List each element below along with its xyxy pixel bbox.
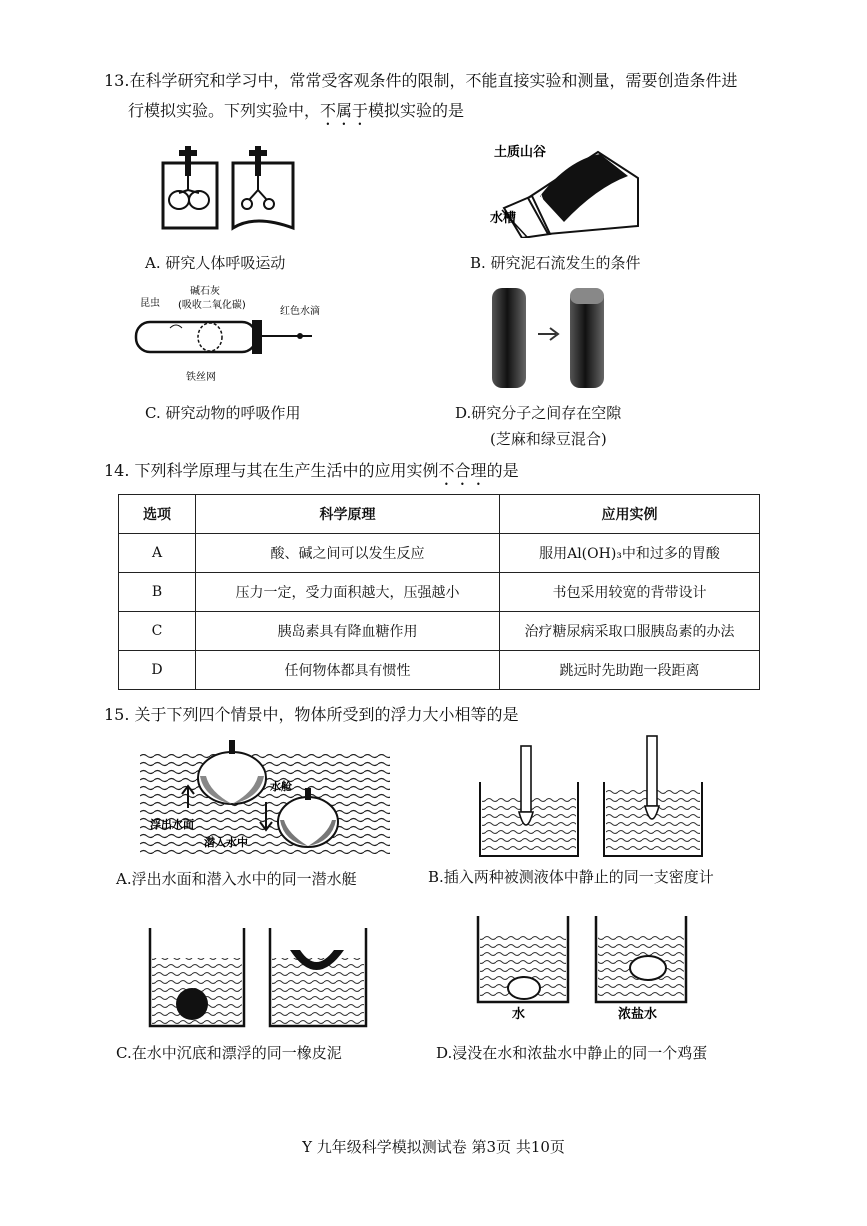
table-cell: A: [119, 534, 196, 573]
table-cell: 服用Al(OH)₃中和过多的胃酸: [500, 534, 760, 573]
q15-fig-submarine: [140, 736, 390, 856]
q13-fig-respiration-tube: [130, 284, 330, 384]
table-cell: 跳远时先助跑一段距离: [500, 651, 760, 690]
table-row: [119, 651, 760, 690]
q13-stem-line1: 13.在科学研究和学习中，常常受客观条件的限制，不能直接实验和测量，需要创造条件进: [104, 71, 738, 90]
q13-option-d: D.研究分子之间存在空隙: [455, 404, 622, 422]
q15-option-a: A.浮出水面和潜入水中的同一潜水艇: [116, 870, 357, 888]
table-header-principle: 科学原理: [196, 495, 500, 534]
q15-fig-d-label-water: 水: [512, 1007, 526, 1020]
q13-option-b: B. 研究泥石流发生的条件: [470, 254, 641, 272]
q13-option-a: A. 研究人体呼吸运动: [145, 254, 286, 272]
q15-option-c: C.在水中沉底和漂浮的同一橡皮泥: [116, 1044, 342, 1062]
q15-fig-egg: [472, 910, 712, 1020]
q15-fig-hydrometer: [474, 732, 714, 862]
table-header-example: 应用实例: [500, 495, 760, 534]
q14-stem-pre: 14. 下列科学原理与其在生产生活中的应用实例: [104, 461, 439, 480]
table-header-row: [119, 495, 760, 534]
table-cell: 治疗糖尿病采取口服胰岛素的办法: [500, 612, 760, 651]
q13-fig-c-label-water-drop: 红色水滴: [280, 306, 320, 317]
q13-fig-c-label-wire-mesh: 铁丝网: [186, 372, 216, 383]
q15-option-d: D.浸没在水和浓盐水中静止的同一个鸡蛋: [436, 1044, 708, 1062]
q13-fig-seed-mixing: [478, 284, 628, 394]
table-row: [119, 612, 760, 651]
q13-stem-post: 模拟实验的是: [368, 101, 465, 120]
q15-stem: 15. 关于下列四个情景中，物体所受到的浮力大小相等的是: [104, 705, 519, 724]
q13-option-c: C. 研究动物的呼吸作用: [145, 404, 301, 422]
q15-fig-a-label-tank: 水舱: [270, 780, 292, 793]
table-row: [119, 534, 760, 573]
q14-table: [118, 494, 760, 690]
q15-fig-a-label-dive: 潜入水中: [204, 836, 248, 849]
q13-fig-breathing-model: [155, 138, 305, 238]
table-cell: 书包采用较宽的背带设计: [500, 573, 760, 612]
table-cell: 酸、碱之间可以发生反应: [196, 534, 500, 573]
q13-option-d-note: (芝麻和绿豆混合): [490, 430, 607, 448]
q15-option-b: B.插入两种被测液体中静止的同一支密度计: [428, 868, 714, 886]
table-cell: 任何物体都具有惯性: [196, 651, 500, 690]
q14-stem: [104, 456, 519, 489]
q13-fig-mudslide-model: [488, 138, 648, 238]
q13-fig-c-label-absorb: (吸收二氧化碳): [178, 300, 246, 311]
page-footer: Y 九年级科学模拟测试卷 第3页 共10页: [302, 1138, 565, 1156]
table-cell: 胰岛素具有降血糖作用: [196, 612, 500, 651]
q14-stem-emphasis: 不合理: [438, 461, 487, 480]
q13-fig-b-label-valley: 土质山谷: [494, 145, 547, 160]
q13-stem-line2: [128, 96, 464, 129]
q13-fig-b-label-tank: 水槽: [490, 211, 517, 226]
q13-stem-pre: 行模拟实验。下列实验中，: [128, 101, 321, 120]
q14-stem-post: 的是: [486, 461, 519, 480]
q15-fig-d-label-brine: 浓盐水: [618, 1007, 658, 1020]
table-cell: 压力一定，受力面积越大，压强越小: [196, 573, 500, 612]
q15-fig-plasticine: [144, 922, 384, 1032]
table-row: [119, 573, 760, 612]
table-cell: C: [119, 612, 196, 651]
q13-stem-emphasis: 不属于: [320, 101, 369, 120]
table-header-option: 选项: [119, 495, 196, 534]
q15-fig-a-label-surface: 浮出水面: [150, 818, 194, 831]
q13-fig-b-label-a: A: [536, 191, 545, 205]
q13-fig-c-label-soda-lime: 碱石灰: [190, 286, 220, 297]
table-cell: B: [119, 573, 196, 612]
q13-fig-c-label-insect: 昆虫: [140, 298, 160, 309]
table-cell: D: [119, 651, 196, 690]
